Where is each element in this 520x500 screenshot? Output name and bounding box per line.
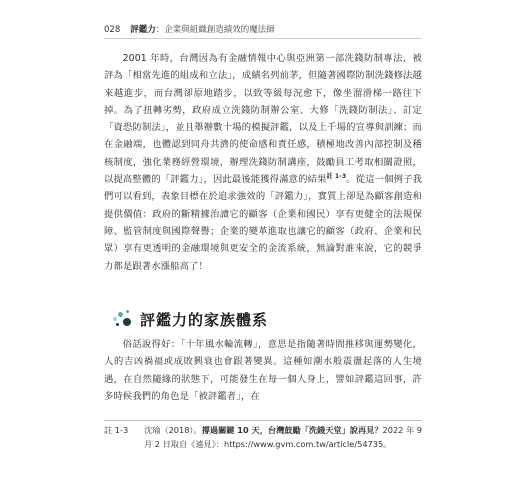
footnote-lead: 沈瑜（2018）。 xyxy=(144,425,202,435)
paragraph-1-part-b: 。從這一個例子我們可以看到，表象目標在於追求強效的「評鑑力」，實質上卻是為顧客創造和提供價值：政府的斷精據治讀它的顧客（企業和國民）享有更健全的法規保障、監管制度與國際聲譽；企業的變革進取也讓它的顧客（政府、企業和民眾）享有更透明的金融環境與更安全的金流系統，無論對誰來說，它的競爭力都是跟著水漲船高了！ xyxy=(104,174,422,272)
paragraph-1-part-a: 2001 年時，台灣因為有金融情報中心與亞洲第一部洗錢防制專法，被評為「相當先進的組成和立法」，成績名列前茅，但隨著國際防制洗錢修法越來越進步，而台灣卻原地踏步，以致等級每況愈下，像坐溜滑梯一路往下掉。為了扭轉劣勢，政府成立洗錢防制辦公室、大修「洗錢防制法」、訂定「資恐防制法」，並且舉辦數十場的模擬評鑑，以及上千場的宣導與訓練；而在金融端，也體認到同舟共濟的使命感和責任感，積極地改善內部控制及稽核制度，強化業務經營環境，辦理洗錢防制講座，鼓勵員工考取相關證照，以提高整體的「評鑑力」，因此最後能獲得滿意的結果 xyxy=(104,53,422,186)
second-paragraph xyxy=(104,336,422,405)
page-number: 028 xyxy=(104,25,121,35)
book-subtitle: ：企業與組織創造績效的魔法師 xyxy=(155,25,275,35)
footnote-source: 2022 年 9 月 2 日取自《遠見》：https://www.gvm.com.tw/article/54735。 xyxy=(144,425,422,449)
decorative-dots-icon xyxy=(112,308,134,330)
footnote-divider xyxy=(104,420,422,421)
footnote xyxy=(104,424,422,451)
section-title: 評鑑力的家族體系 xyxy=(140,310,269,329)
section-heading xyxy=(112,308,412,330)
book-title: 評鑑力 xyxy=(130,25,156,35)
footnote-label: 註 1-3 xyxy=(104,425,129,435)
footnote-body xyxy=(144,424,422,451)
footnote-title: 撐過關鍵 10 天，台灣鼓勵「洗錢天堂」說再見？ xyxy=(201,425,383,435)
main-paragraph xyxy=(104,50,422,275)
paragraph-1 xyxy=(104,50,422,275)
footnote-reference: 註 1-3 xyxy=(326,172,347,180)
running-header xyxy=(104,22,422,39)
paragraph-2: 俗話說得好：「十年風水輪流轉」，意思是指隨著時間推移與運勢變化，人的吉凶禍福或成敗興衰也會跟著變異。這種如潮水般震盪起落的人生境遇，在自然隨緣的狀態下，可能發生在每一個人身上，譬如評鑑這回事，許多時候我們的角色是「被評鑑者」，在 xyxy=(104,339,422,402)
